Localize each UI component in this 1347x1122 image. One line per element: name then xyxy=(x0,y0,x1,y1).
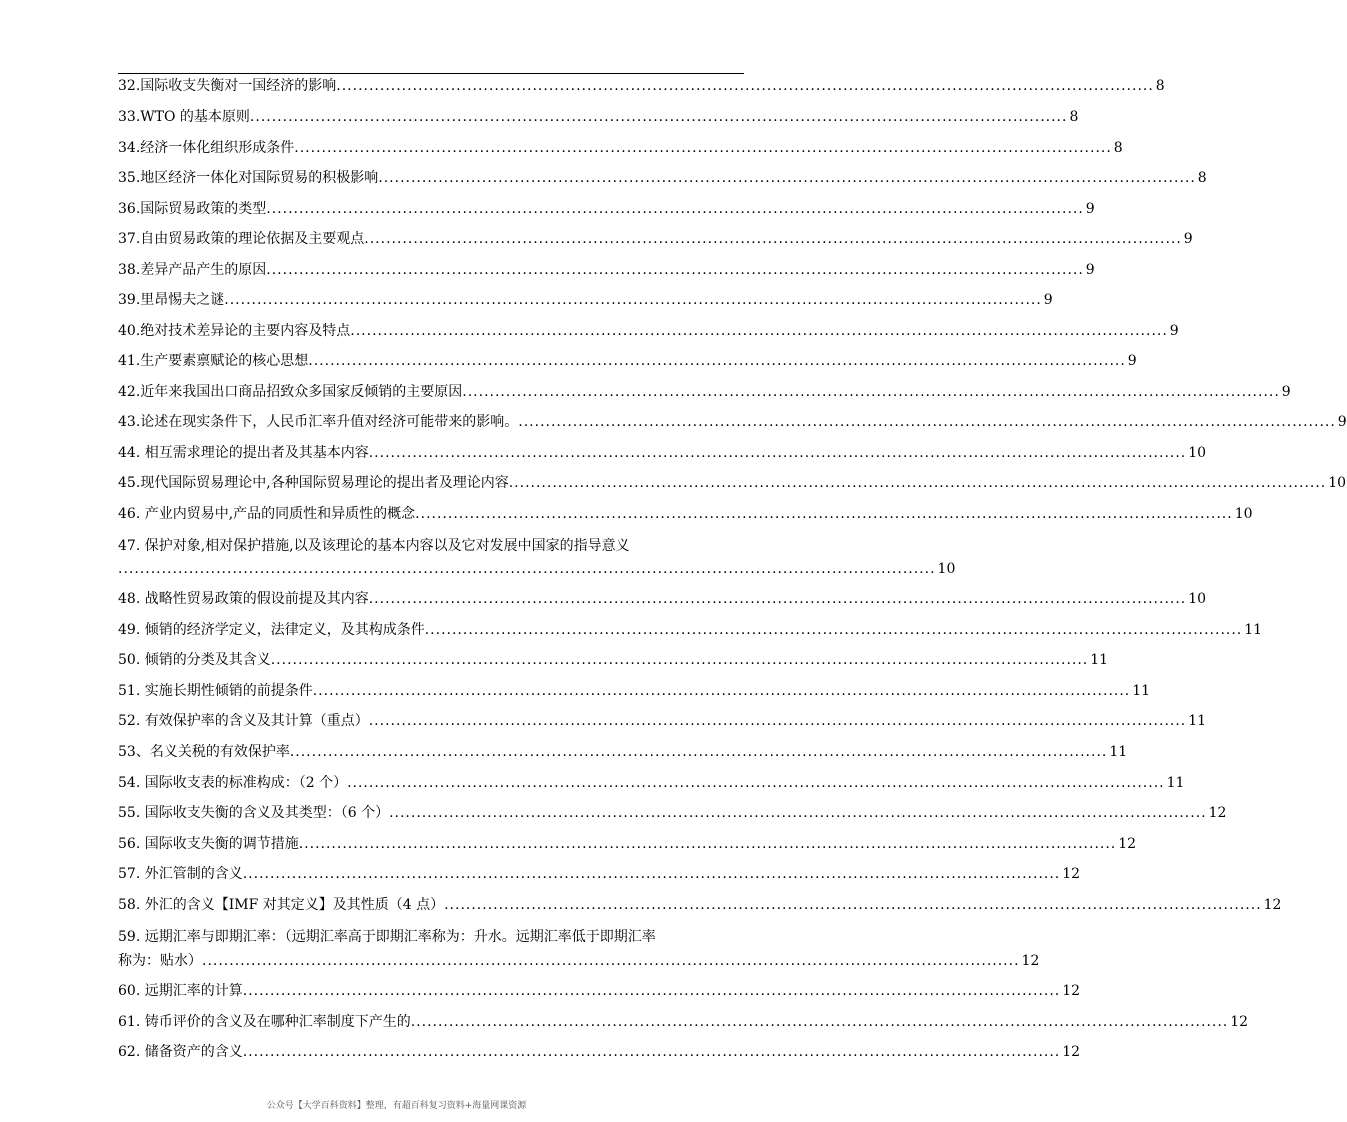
header-rule xyxy=(118,73,744,74)
toc-entry-53[interactable]: 53、名义关税的有效保护率 ..... 11 xyxy=(118,741,673,763)
toc-entry-47-title[interactable]: 47. 保护对象,相对保护措施,以及该理论的基本内容以及它对发展中国家的指导意义 xyxy=(118,538,630,554)
toc-entry-36[interactable]: 36.国际贸易政策的类型 ..... 9 xyxy=(118,198,673,220)
toc-entry-41[interactable]: 41.生产要素禀赋论的核心思想 ..... 9 xyxy=(118,350,673,372)
toc-entry-62[interactable]: 62. 储备资产的含义 ..... 12 xyxy=(118,1041,673,1063)
toc-entry-33[interactable]: 33.WTO 的基本原则 ..... 8 xyxy=(118,106,673,128)
toc-entry-50[interactable]: 50. 倾销的分类及其含义 ..... 11 xyxy=(118,649,673,671)
toc-entry-54[interactable]: 54. 国际收支表的标准构成：（2 个） ..... 11 xyxy=(118,772,673,794)
toc-entry-39[interactable]: 39.里昂惕夫之谜 ..... 9 xyxy=(118,289,673,311)
toc-entry-38[interactable]: 38.差异产品产生的原因 ..... 9 xyxy=(118,259,673,281)
toc-entry-47-leader[interactable]: ..... 10 xyxy=(118,558,673,580)
toc-entry-51[interactable]: 51. 实施长期性倾销的前提条件 ..... 11 xyxy=(118,680,673,702)
toc-entry-32[interactable]: 32.国际收支失衡对一国经济的影响 ..... 8 xyxy=(118,75,673,97)
toc-entry-55[interactable]: 55. 国际收支失衡的含义及其类型：（6 个） ..... 12 xyxy=(118,802,673,824)
toc-entry-44[interactable]: 44. 相互需求理论的提出者及其基本内容 ..... 10 xyxy=(118,442,673,464)
toc-entry-34[interactable]: 34.经济一体化组织形成条件 ..... 8 xyxy=(118,137,673,159)
toc-entry-57[interactable]: 57. 外汇管制的含义 ..... 12 xyxy=(118,863,673,885)
toc-entry-46[interactable]: 46. 产业内贸易中,产品的同质性和异质性的概念 ..... 10 xyxy=(118,503,673,525)
toc-entry-45[interactable]: 45.现代国际贸易理论中,各种国际贸易理论的提出者及理论内容 ..... 10 xyxy=(118,472,673,494)
toc-entry-43[interactable]: 43.论述在现实条件下，人民币汇率升值对经济可能带来的影响。 ..... 9 xyxy=(118,411,673,433)
toc-entry-48[interactable]: 48. 战略性贸易政策的假设前提及其内容 ..... 10 xyxy=(118,588,673,610)
toc-entry-56[interactable]: 56. 国际收支失衡的调节措施 ..... 12 xyxy=(118,833,673,855)
toc-entry-61[interactable]: 61. 铸币评价的含义及在哪种汇率制度下产生的 ..... 12 xyxy=(118,1011,673,1033)
toc-entry-37[interactable]: 37.自由贸易政策的理论依据及主要观点 ..... 9 xyxy=(118,228,673,250)
toc-entry-58[interactable]: 58. 外汇的含义【IMF 对其定义】及其性质（4 点） ..... 12 xyxy=(118,894,673,916)
page-footer: 公众号【大学百科资料】整理，有超百科复习资料+海量网课资源 xyxy=(266,1101,527,1111)
toc-entry-59-continuation[interactable]: 称为：贴水） ..... 12 xyxy=(118,950,673,972)
toc-entry-42[interactable]: 42.近年来我国出口商品招致众多国家反倾销的主要原因 ..... 9 xyxy=(118,381,673,403)
toc-entry-35[interactable]: 35.地区经济一体化对国际贸易的积极影响 ..... 8 xyxy=(118,167,673,189)
toc-entry-40[interactable]: 40.绝对技术差异论的主要内容及特点 ..... 9 xyxy=(118,320,673,342)
toc-entry-60[interactable]: 60. 远期汇率的计算 ..... 12 xyxy=(118,980,673,1002)
toc-entry-52[interactable]: 52. 有效保护率的含义及其计算（重点） ..... 11 xyxy=(118,710,673,732)
toc-entry-59-title[interactable]: 59. 远期汇率与即期汇率：（远期汇率高于即期汇率称为：升水。远期汇率低于即期汇率 xyxy=(118,929,656,945)
toc-entry-49[interactable]: 49. 倾销的经济学定义，法律定义，及其构成条件 ..... 11 xyxy=(118,619,673,641)
